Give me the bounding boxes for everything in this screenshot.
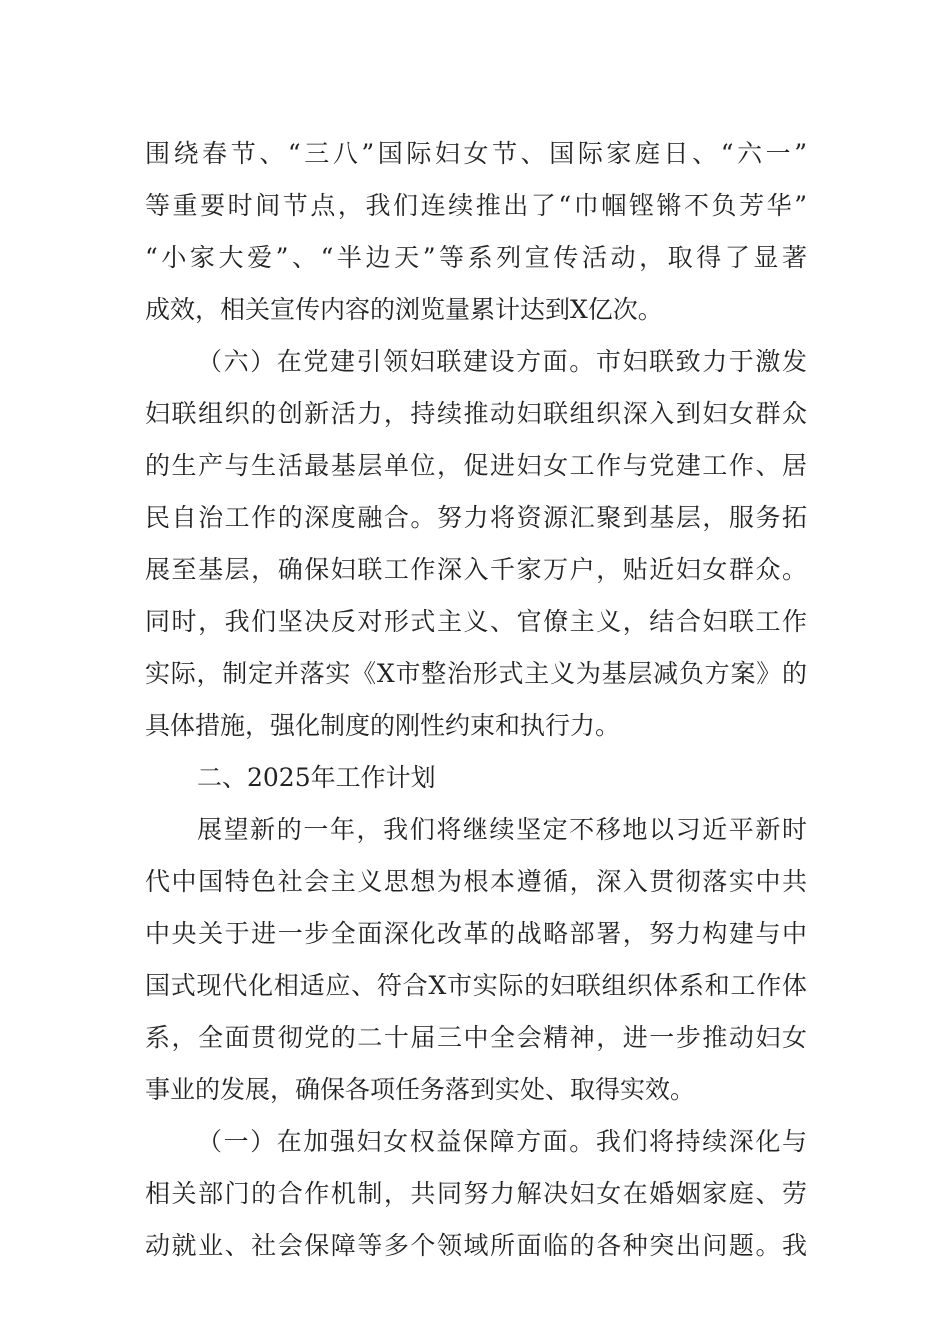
text-line: 中央关于进一步全面深化改革的战略部署，努力构建与中 — [145, 919, 807, 948]
document-body — [145, 128, 807, 1272]
text-line: 相关部门的合作机制，共同努力解决妇女在婚姻家庭、劳 — [145, 1179, 807, 1208]
text-line: 的生产与生活最基层单位，促进妇女工作与党建工作、居 — [145, 451, 807, 480]
text-line: 二、2025年工作计划 — [197, 763, 436, 792]
text-line: 动就业、社会保障等多个领域所面临的各种突出问题。我 — [145, 1231, 807, 1260]
text-line: 代中国特色社会主义思想为根本遵循，深入贯彻落实中共 — [145, 867, 807, 896]
text-line: 同时，我们坚决反对形式主义、官僚主义，结合妇联工作 — [145, 607, 807, 636]
text-line: 系，全面贯彻党的二十届三中全会精神，进一步推动妇女 — [145, 1023, 807, 1052]
text-line: （六）在党建引领妇联建设方面。市妇联致力于激发 — [197, 347, 807, 376]
text-line: 具体措施，强化制度的刚性约束和执行力。 — [145, 711, 621, 740]
text-line: 民自治工作的深度融合。努力将资源汇聚到基层，服务拓 — [145, 503, 807, 532]
text-line: 实际，制定并落实《X市整治形式主义为基层减负方案》的 — [145, 659, 807, 688]
text-line: 展至基层，确保妇联工作深入千家万户，贴近妇女群众。 — [145, 555, 807, 584]
text-line: （一）在加强妇女权益保障方面。我们将持续深化与 — [197, 1127, 807, 1156]
text-line: 展望新的一年，我们将继续坚定不移地以习近平新时 — [197, 815, 807, 844]
text-line: “小家大爱”、“半边天”等系列宣传活动，取得了显著 — [145, 243, 807, 272]
text-line: 事业的发展，确保各项任务落到实处、取得实效。 — [145, 1075, 696, 1104]
text-line: 成效，相关宣传内容的浏览量累计达到X亿次。 — [145, 295, 663, 324]
text-line: 妇联组织的创新活力，持续推动妇联组织深入到妇女群众 — [145, 399, 807, 428]
text-line: 国式现代化相适应、符合X市实际的妇联组织体系和工作体 — [145, 971, 807, 1000]
text-line: 等重要时间节点，我们连续推出了“巾帼铿锵不负芳华” — [145, 191, 807, 220]
text-line: 围绕春节、“三八”国际妇女节、国际家庭日、“六一” — [145, 139, 807, 168]
